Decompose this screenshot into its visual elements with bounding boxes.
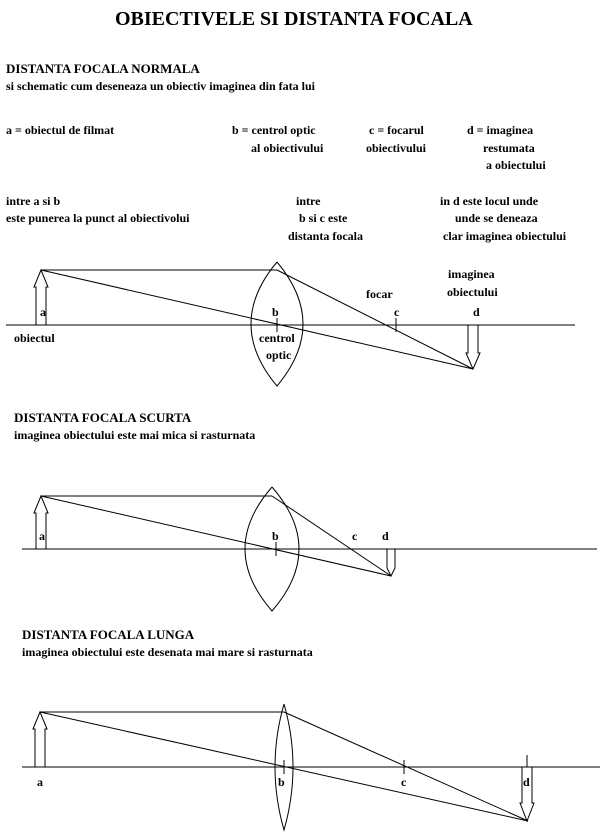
legend-d-line3: a obiectului <box>486 158 546 172</box>
label-c: c <box>401 775 407 789</box>
center-ray <box>41 496 391 576</box>
image-arrow <box>466 325 480 369</box>
label-d: d <box>382 529 389 543</box>
legend-d-line2: restumata <box>483 141 535 155</box>
note-d-line3: clar imaginea obiectului <box>443 229 567 243</box>
label-imaginea: imaginea <box>448 267 495 281</box>
long-subtitle: imaginea obiectului este desenata mai mare si rasturnata <box>22 645 313 659</box>
normal-heading: DISTANTA FOCALA NORMALA <box>6 61 200 76</box>
diagram-long <box>22 704 600 830</box>
label-b: b <box>278 775 285 789</box>
label-obiectul: obiectul <box>14 331 55 345</box>
note-bc-line1: intre <box>296 194 321 208</box>
note-d-line1: in d este locul unde <box>440 194 539 208</box>
label-b: b <box>272 529 279 543</box>
note-bc-line2: b si c este <box>299 211 348 225</box>
focal-ray <box>277 270 473 369</box>
label-centrol: centrol <box>259 331 295 345</box>
image-arrow <box>387 549 395 576</box>
label-obiectului: obiectului <box>447 285 498 299</box>
label-b: b <box>272 305 279 319</box>
label-a: a <box>40 305 46 319</box>
legend-a: a = obiectul de filmat <box>6 123 115 137</box>
label-c: c <box>352 529 358 543</box>
legend-d-line1: d = imaginea <box>467 123 534 137</box>
label-a: a <box>37 775 43 789</box>
note-ab-line1: intre a si b <box>6 194 61 208</box>
long-heading: DISTANTA FOCALA LUNGA <box>22 627 195 642</box>
note-ab-line2: este punerea la punct al obiectivolui <box>6 211 190 225</box>
legend-b-line2: al obiectivului <box>251 141 324 155</box>
legend-b-line1: b = centrol optic <box>232 123 316 137</box>
page-title: OBIECTIVELE SI DISTANTA FOCALA <box>115 8 473 30</box>
note-bc-line3: distanta focala <box>288 229 363 243</box>
legend-c-line1: c = focarul <box>369 123 424 137</box>
short-subtitle: imaginea obiectului este mai mica si rasturnata <box>14 428 256 442</box>
label-optic: optic <box>266 348 292 362</box>
diagram-short <box>22 487 597 611</box>
label-a: a <box>39 529 45 543</box>
object-arrow <box>33 712 47 767</box>
short-heading: DISTANTA FOCALA SCURTA <box>14 410 192 425</box>
legend-c-line2: obiectivului <box>366 141 427 155</box>
label-focar: focar <box>366 287 393 301</box>
label-d: d <box>523 775 530 789</box>
note-d-line2: unde se deneaza <box>455 211 538 225</box>
normal-subtitle: si schematic cum deseneaza un obiectiv imaginea din fata lui <box>6 79 315 93</box>
focal-ray <box>272 496 391 576</box>
label-d: d <box>473 305 480 319</box>
label-c: c <box>394 305 400 319</box>
